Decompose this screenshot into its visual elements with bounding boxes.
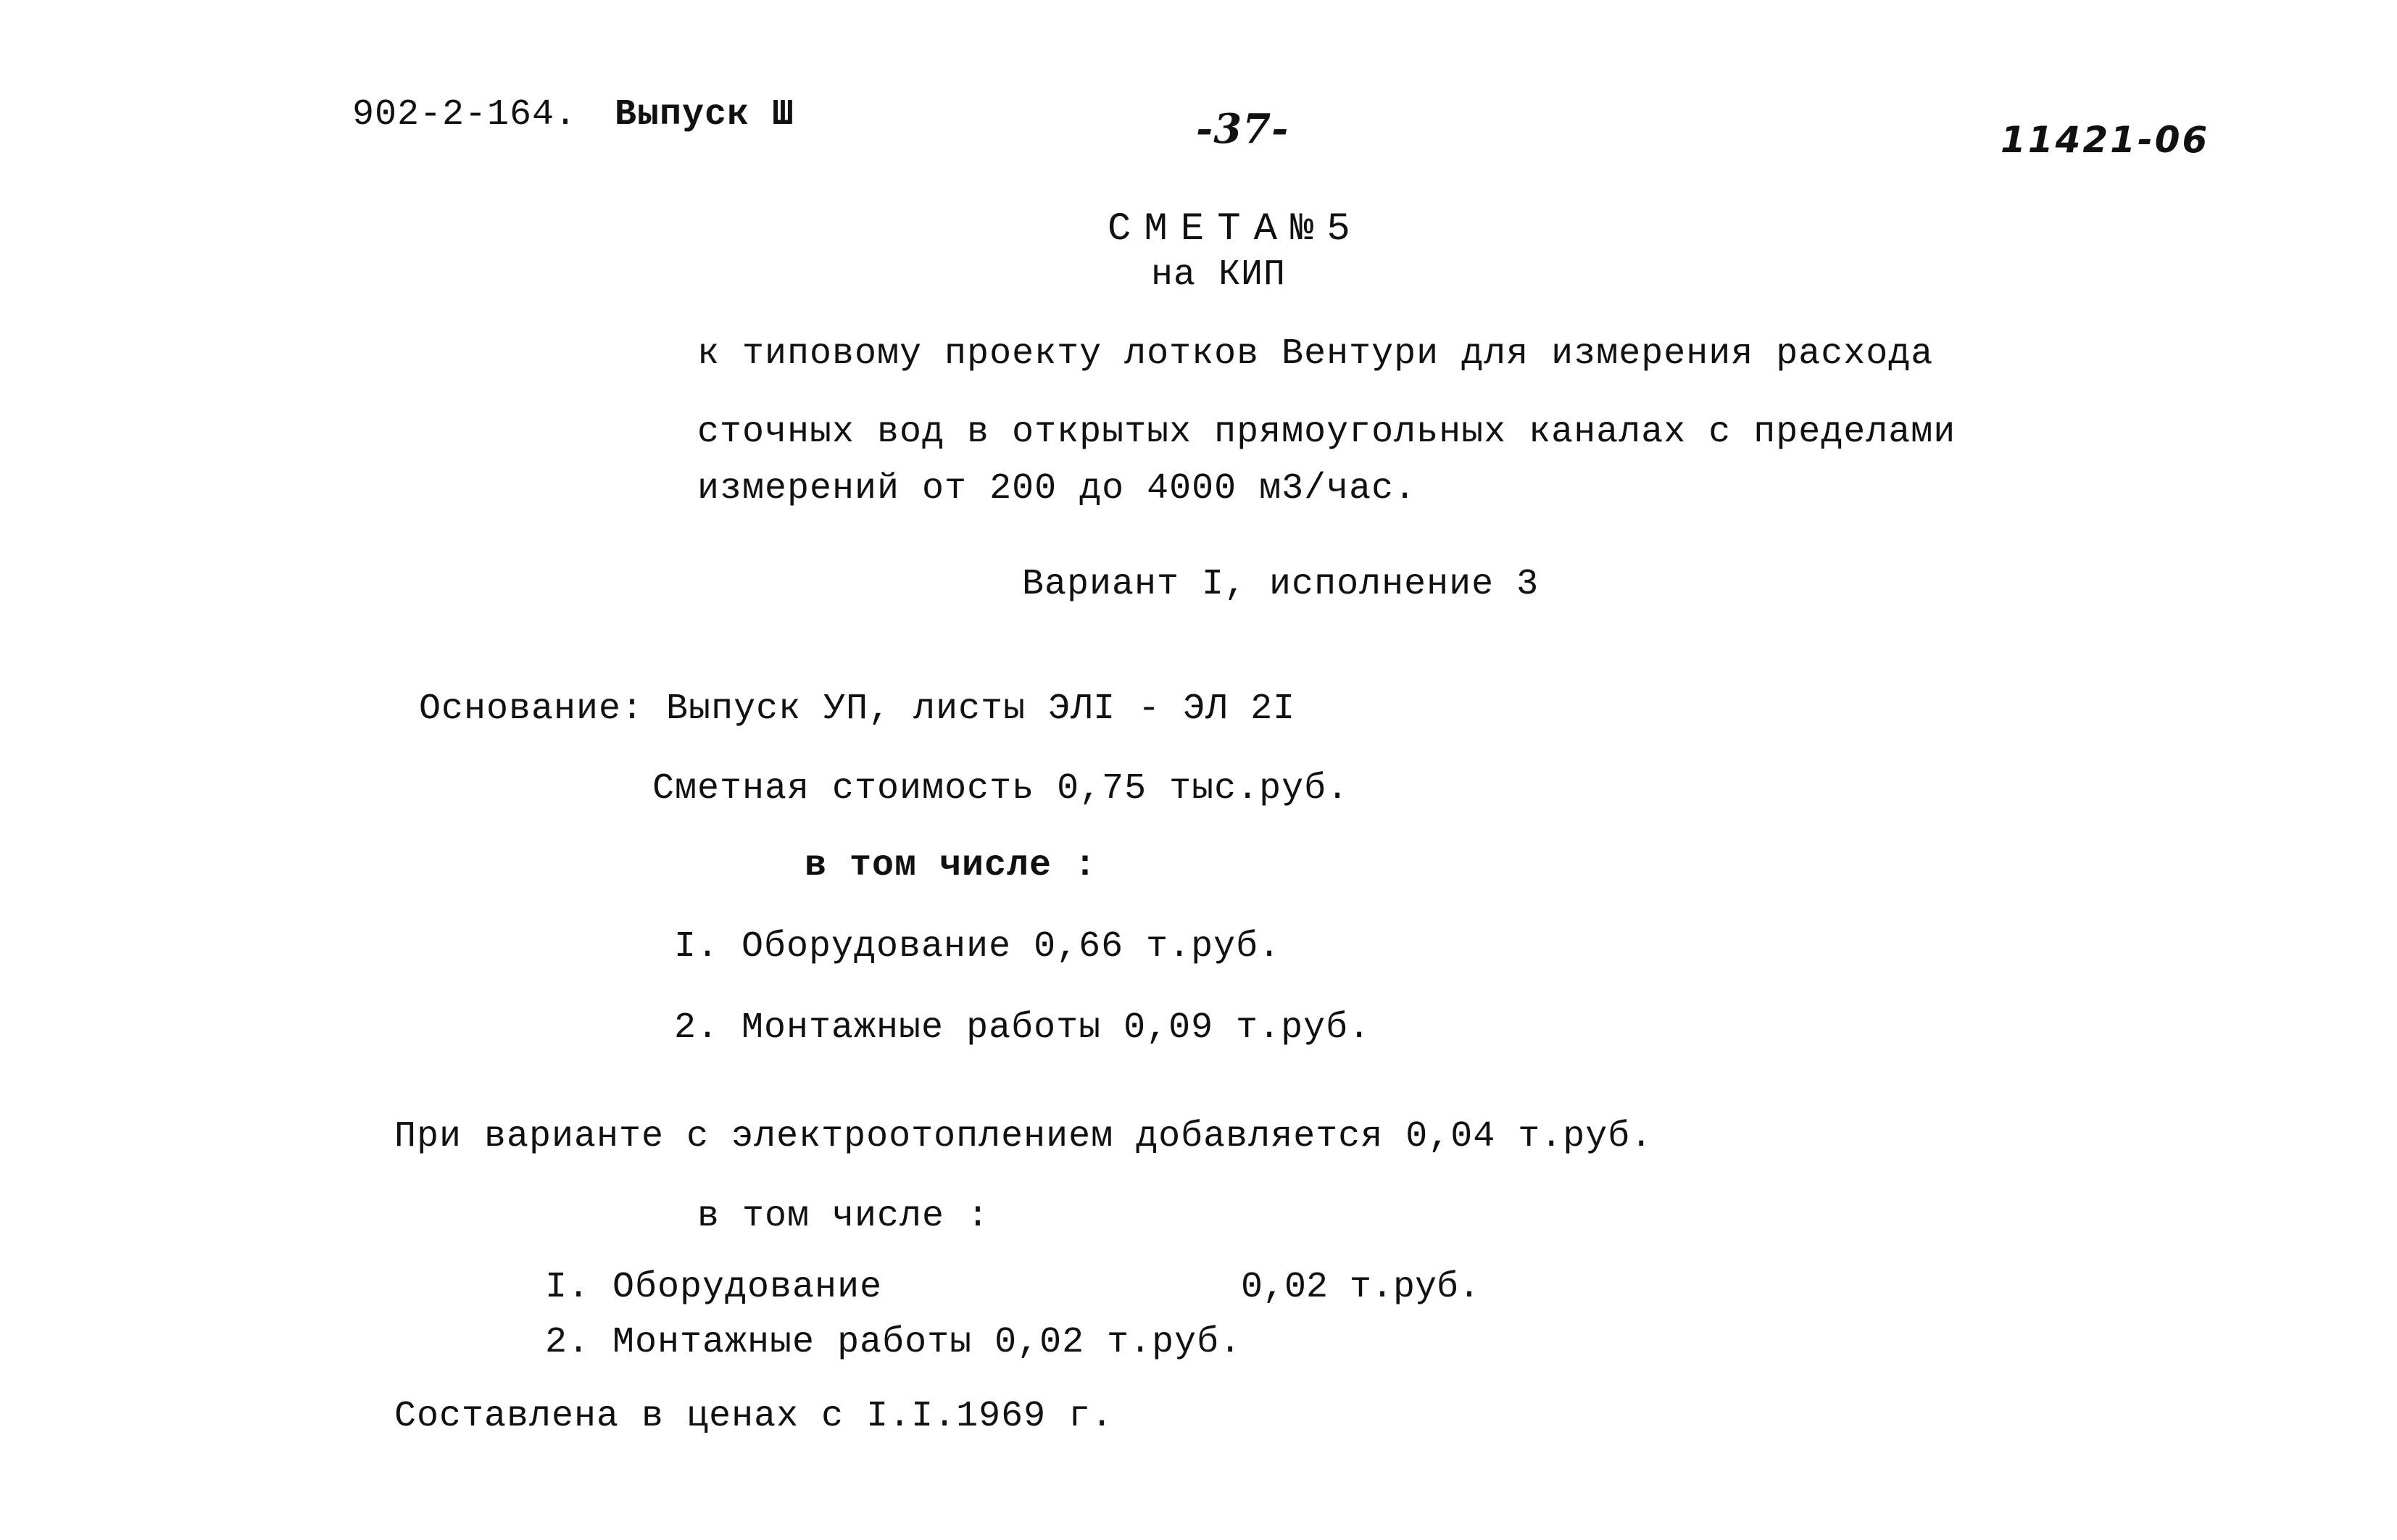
electric-heating-note: При варианте с электроотоплением добавляется 0,04 т.руб.	[394, 1116, 1653, 1157]
variant-line: Вариант I, исполнение 3	[1022, 564, 1540, 605]
estimate-total: Сметная стоимость 0,75 тыс.руб.	[652, 768, 1350, 809]
description-line-2: сточных вод в открытых прямоугольных каналах с пределами	[697, 412, 1956, 453]
estimate-item-equipment: I. Оборудование 0,66 т.руб.	[674, 926, 1281, 967]
electric-heating-item-equipment-label: I. Оборудование	[545, 1267, 883, 1308]
doc-code: 902-2-164.	[352, 94, 578, 136]
page-number: -37-	[1196, 105, 1289, 153]
electric-heating-item-equipment-value: 0,02 т.руб.	[1241, 1267, 1481, 1308]
basis-line: Основание: Выпуск УП, листы ЭЛI - ЭЛ 2I	[419, 688, 1296, 730]
estimate-including: в том числе :	[805, 845, 1097, 886]
document-subtitle: на КИП	[1151, 254, 1287, 296]
estimate-item-installation: 2. Монтажные работы 0,09 т.руб.	[674, 1007, 1371, 1049]
archive-number: 11421-06	[2001, 119, 2210, 161]
prices-note: Составлена в ценах с I.I.1969 г.	[394, 1396, 1114, 1437]
issue-label: Выпуск Ш	[615, 94, 795, 136]
description-line-3: измерений от 200 до 4000 м3/час.	[697, 468, 1417, 509]
description-line-1: к типовому проекту лотков Вентури для измерения расхода	[697, 333, 1934, 375]
electric-heating-item-installation: 2. Монтажные работы 0,02 т.руб.	[545, 1322, 1242, 1363]
document-title: СМЕТА№5	[1108, 207, 1363, 251]
electric-heating-including: в том числе :	[697, 1196, 990, 1237]
